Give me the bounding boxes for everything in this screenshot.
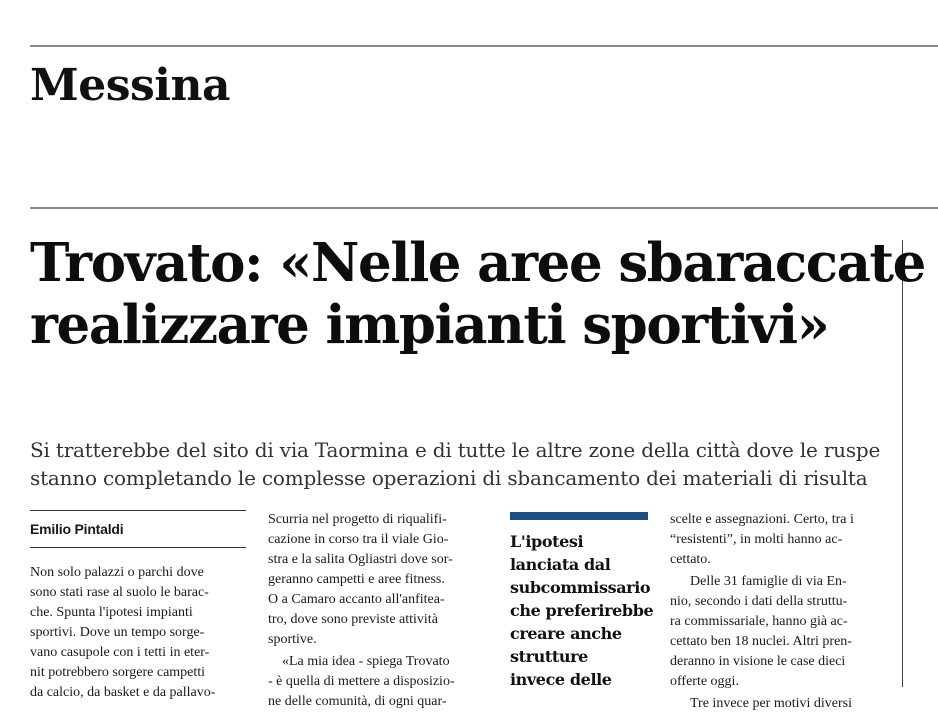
pull-quote-line: strutture	[510, 647, 588, 666]
text-line: stra e la salita Ogliastri dove sor-	[268, 552, 453, 567]
text-line: vano casupole con i tetti in eter-	[30, 645, 210, 660]
text-line: ne delle comunità, di ogni quar-	[268, 694, 447, 709]
text-line: tro, dove sono previste attività	[268, 612, 438, 627]
top-rule	[30, 45, 938, 47]
text-line: cettato ben 18 nuclei. Altri pren-	[670, 634, 852, 649]
text-line: sono stati rase al suolo le barac-	[30, 585, 209, 600]
pull-quote-line: creare anche	[510, 624, 622, 643]
article-right-border	[902, 240, 903, 687]
body-paragraph	[268, 510, 490, 650]
text-line: nio, secondo i dati della struttu-	[670, 594, 848, 609]
article-subheading	[30, 436, 898, 492]
article-column-4	[670, 510, 892, 714]
text-line: «La mia idea - spiega Trovato	[282, 654, 450, 669]
body-paragraph	[670, 572, 892, 692]
text-line: Delle 31 famiglie di via En-	[690, 574, 847, 589]
text-line: che. Spunta l'ipotesi impianti	[30, 605, 193, 620]
section-rule	[30, 207, 938, 209]
text-line: nit potrebbero sorgere campetti	[30, 665, 206, 680]
text-line: Tre invece per motivi diversi	[690, 696, 853, 711]
text-line: geranno campetti e aree fitness.	[268, 572, 445, 587]
body-paragraph	[670, 694, 892, 714]
byline-box	[30, 510, 246, 548]
text-line: - è quella di mettere a disposizio-	[268, 674, 455, 689]
text-line: ra commissariale, hanno già ac-	[670, 614, 848, 629]
headline-line: realizzare impianti sportivi»	[30, 294, 829, 356]
text-line: cettato.	[670, 552, 711, 567]
author-byline: Emilio Pintaldi	[30, 521, 124, 537]
body-paragraph	[30, 563, 246, 703]
pull-quote-line: subcommissario	[510, 578, 651, 597]
text-line: Non solo palazzi o parchi dove	[30, 565, 204, 580]
text-line: “resistenti”, in molti hanno ac-	[670, 532, 843, 547]
pull-quote-line: che preferirebbe	[510, 601, 654, 620]
text-line: sportivi. Dove un tempo sorge-	[30, 625, 205, 640]
article-column-2	[268, 510, 490, 712]
pull-quote-line: lanciata dal	[510, 555, 611, 574]
section-title: Messina	[30, 60, 230, 111]
text-line: deranno in visione le case dieci	[670, 654, 846, 669]
text-line: da calcio, da basket e da pallavo-	[30, 685, 216, 700]
text-line: cazione in corso tra il viale Gio-	[268, 532, 449, 547]
article-column-1	[30, 510, 246, 703]
pull-quote-line: L'ipotesi	[510, 532, 584, 551]
subhead-line: Si tratterebbe del sito di via Taormina e di tutte le altre zone della città dove le ruspe	[30, 438, 881, 462]
text-line: offerte oggi.	[670, 674, 739, 689]
text-line: Scurria nel progetto di riqualifi-	[268, 512, 447, 527]
headline-line: Trovato: «Nelle aree sbaraccate	[30, 232, 925, 294]
subhead-line: stanno completando le complesse operazioni di sbancamento dei materiali di risulta	[30, 466, 868, 490]
body-paragraph	[268, 652, 490, 712]
pull-quote	[510, 512, 654, 691]
body-paragraph	[670, 510, 892, 570]
text-line: O a Camaro accanto all'anfitea-	[268, 592, 445, 607]
text-line: scelte e assegnazioni. Certo, tra i	[670, 512, 854, 527]
article-headline	[30, 232, 925, 356]
pull-quote-line: invece delle	[510, 670, 612, 689]
text-line: sportive.	[268, 632, 317, 647]
